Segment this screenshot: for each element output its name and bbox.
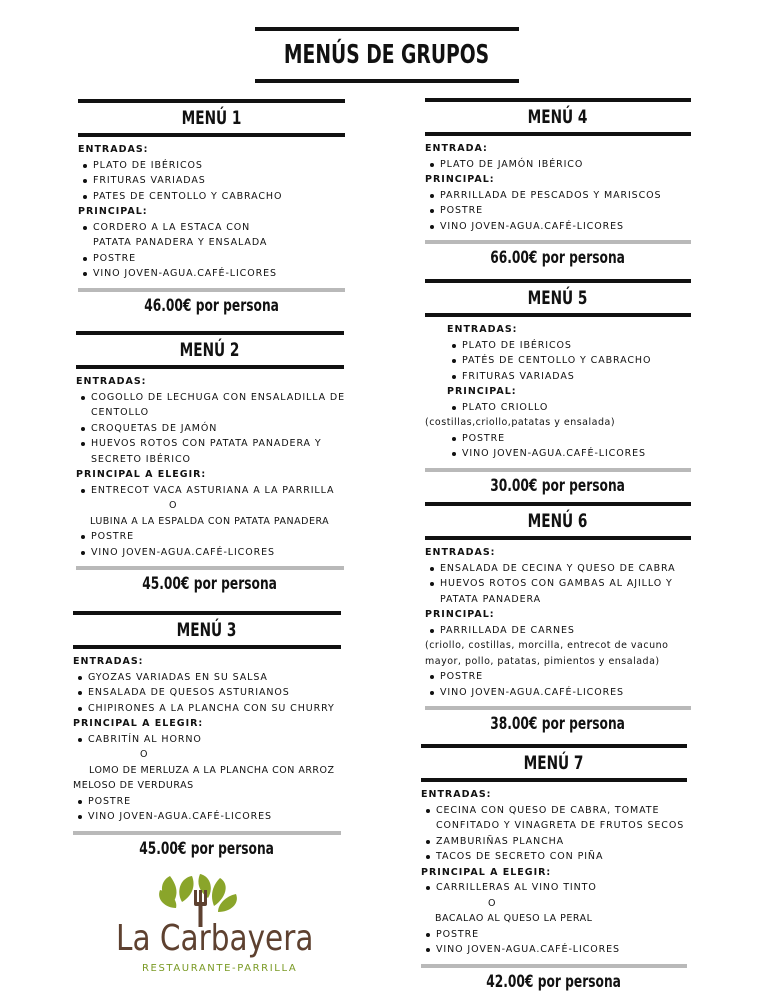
menu-footer — [73, 831, 341, 863]
choice-or: O — [169, 500, 178, 511]
section-label: ENTRADA: — [425, 143, 488, 154]
dish-item: PATÉS DE CENTOLLO Y CABRACHO — [447, 353, 691, 369]
dish-note: mayor, pollo, patatas, pimientos y ensalada) — [425, 655, 660, 667]
menu-title: MENÚ 2 — [180, 339, 240, 361]
section-label: PRINCIPAL A ELEGIR: — [421, 866, 552, 878]
menu-title: MENÚ 5 — [528, 287, 588, 309]
dish-item: CECINA CON QUESO DE CABRA, TOMATE — [421, 803, 687, 819]
menu-2 — [76, 331, 344, 598]
menu-price: 42.00€ por persona — [486, 971, 622, 992]
dish-item: VINO JOVEN-AGUA.CAFÉ-LICORES — [447, 446, 691, 462]
dish-item: PLATO DE IBÉRICOS — [78, 158, 345, 174]
menu-price: 38.00€ por persona — [490, 714, 626, 734]
dish-item: POSTRE — [421, 927, 687, 943]
dish-note: (criollo, costillas, morcilla, entrecot de vacuno — [425, 640, 669, 651]
menu-footer — [78, 288, 345, 320]
dish-item: PARRILLADA DE PESCADOS Y MARISCOS — [425, 188, 691, 204]
menu-title: MENÚ 3 — [177, 619, 237, 641]
restaurant-logo — [110, 868, 314, 978]
dish-item: VINO JOVEN-AGUA.CAFÉ-LICORES — [425, 219, 691, 235]
dish-item: VINO JOVEN-AGUA.CAFÉ-LICORES — [421, 942, 687, 958]
dish-note: BACALAO AL QUESO LA PERAL — [435, 913, 593, 924]
menu-7 — [421, 744, 687, 996]
dish-item: CROQUETAS DE JAMÓN — [76, 421, 344, 437]
dish-item: POSTRE — [76, 529, 344, 545]
menu-header — [425, 279, 691, 317]
section-label: PRINCIPAL: — [447, 386, 517, 397]
dish-item: GYOZAS VARIADAS EN SU SALSA — [73, 670, 341, 686]
menu-title: MENÚ 4 — [528, 106, 588, 128]
menu-items — [425, 540, 691, 700]
menu-items — [425, 317, 691, 462]
dish-item: PARRILLADA DE CARNES — [425, 623, 691, 639]
dish-item-continued: PATATA PANADERA Y ENSALADA — [93, 237, 268, 248]
menu-6 — [425, 502, 691, 738]
section-label: PRINCIPAL: — [425, 174, 495, 185]
dish-item: HUEVOS ROTOS CON GAMBAS AL AJILLO Y — [425, 576, 691, 592]
dish-item: VINO JOVEN-AGUA.CAFÉ-LICORES — [76, 545, 344, 561]
dish-item: VINO JOVEN-AGUA.CAFÉ-LICORES — [78, 266, 345, 282]
dish-item: HUEVOS ROTOS CON PATATA PANADERA Y — [76, 436, 344, 452]
dish-item: POSTRE — [425, 203, 691, 219]
menu-title: MENÚ 6 — [528, 510, 588, 532]
dish-item: PATES DE CENTOLLO Y CABRACHO — [78, 189, 345, 205]
dish-item: POSTRE — [447, 431, 691, 447]
section-label: PRINCIPAL A ELEGIR: — [73, 718, 204, 729]
dish-item: ENSALADA DE QUESOS ASTURIANOS — [73, 685, 341, 701]
menu-price: 45.00€ por persona — [142, 574, 278, 594]
menu-header — [421, 744, 687, 782]
logo-name: La Carbayera — [116, 918, 314, 959]
dish-item: POSTRE — [73, 794, 341, 810]
section-label: PRINCIPAL A ELEGIR: — [76, 469, 207, 480]
dish-item: FRITURAS VARIADAS — [78, 173, 345, 189]
section-label: ENTRADAS: — [73, 656, 144, 667]
menu-3 — [73, 611, 341, 863]
dish-item: PLATO CRIOLLO — [447, 400, 691, 416]
choice-or: O — [140, 749, 149, 760]
page-title-bar — [255, 27, 519, 83]
section-label: ENTRADAS: — [78, 144, 149, 155]
menu-5 — [425, 279, 691, 500]
dish-item: CARRILLERAS AL VINO TINTO — [421, 880, 687, 896]
dish-item: POSTRE — [425, 669, 691, 685]
section-label: PRINCIPAL: — [78, 206, 148, 217]
dish-item: COGOLLO DE LECHUGA CON ENSALADILLA DE — [76, 390, 344, 406]
dish-item: ENSALADA DE CECINA Y QUESO DE CABRA — [425, 561, 691, 577]
menu-4 — [425, 98, 691, 272]
dish-item-continued: SECRETO IBÉRICO — [91, 453, 191, 465]
dish-item: VINO JOVEN-AGUA.CAFÉ-LICORES — [73, 809, 341, 825]
menu-footer — [425, 706, 691, 738]
section-label: ENTRADAS: — [76, 376, 147, 387]
section-label: ENTRADAS: — [447, 324, 518, 335]
page-title: MENÚS DE GRUPOS — [284, 40, 490, 70]
dish-item: PLATO DE IBÉRICOS — [447, 338, 691, 354]
menu-footer — [76, 566, 344, 598]
menu-items — [421, 782, 687, 958]
dish-item: CABRITÍN AL HORNO — [73, 732, 341, 748]
menu-footer — [421, 964, 687, 996]
dish-item: TACOS DE SECRETO CON PIÑA — [421, 849, 687, 865]
menu-price: 66.00€ por persona — [490, 248, 626, 268]
dish-note: LUBINA A LA ESPALDA CON PATATA PANADERA — [90, 515, 330, 527]
logo-subtitle: RESTAURANTE-PARRILLA — [142, 963, 298, 974]
menu-header — [425, 502, 691, 540]
menu-header — [76, 331, 344, 369]
menu-title: MENÚ 7 — [524, 752, 584, 774]
dish-item-continued: PATATA PANADERA — [440, 593, 542, 605]
menu-price: 45.00€ por persona — [139, 838, 275, 859]
dish-note: MELOSO DE VERDURAS — [73, 780, 194, 791]
dish-item: ZAMBURIÑAS PLANCHA — [421, 834, 687, 850]
menu-items — [76, 369, 344, 560]
choice-or: O — [488, 897, 497, 909]
menu-items — [73, 649, 341, 825]
dish-item: POSTRE — [78, 251, 345, 267]
menu-header — [78, 99, 345, 137]
dish-item: FRITURAS VARIADAS — [447, 369, 691, 385]
menu-price: 30.00€ por persona — [490, 475, 626, 496]
menu-footer — [425, 240, 691, 272]
menu-items — [78, 137, 345, 282]
menu-header — [425, 98, 691, 136]
dish-item-continued: CENTOLLO — [91, 407, 149, 418]
dish-note: LOMO DE MERLUZA A LA PLANCHA CON ARROZ — [89, 764, 335, 776]
dish-item: CORDERO A LA ESTACA CON — [78, 220, 345, 236]
dish-item: PLATO DE JAMÓN IBÉRICO — [425, 157, 691, 173]
menu-title: MENÚ 1 — [181, 107, 242, 129]
section-label: PRINCIPAL: — [425, 609, 495, 620]
menu-price: 46.00€ por persona — [144, 295, 279, 316]
dish-item: CHIPIRONES A LA PLANCHA CON SU CHURRY — [73, 701, 341, 717]
menu-1 — [78, 99, 345, 320]
dish-note: (costillas,criollo,patatas y ensalada) — [425, 417, 616, 428]
menu-footer — [425, 468, 691, 500]
section-label: ENTRADAS: — [425, 547, 496, 558]
section-label: ENTRADAS: — [421, 789, 492, 800]
dish-item: VINO JOVEN-AGUA.CAFÉ-LICORES — [425, 685, 691, 701]
dish-item-continued: CONFITADO Y VINAGRETA DE FRUTOS SECOS — [436, 820, 685, 831]
menu-header — [73, 611, 341, 649]
dish-item: ENTRECOT VACA ASTURIANA A LA PARRILLA — [76, 483, 344, 499]
menu-items — [425, 136, 691, 234]
